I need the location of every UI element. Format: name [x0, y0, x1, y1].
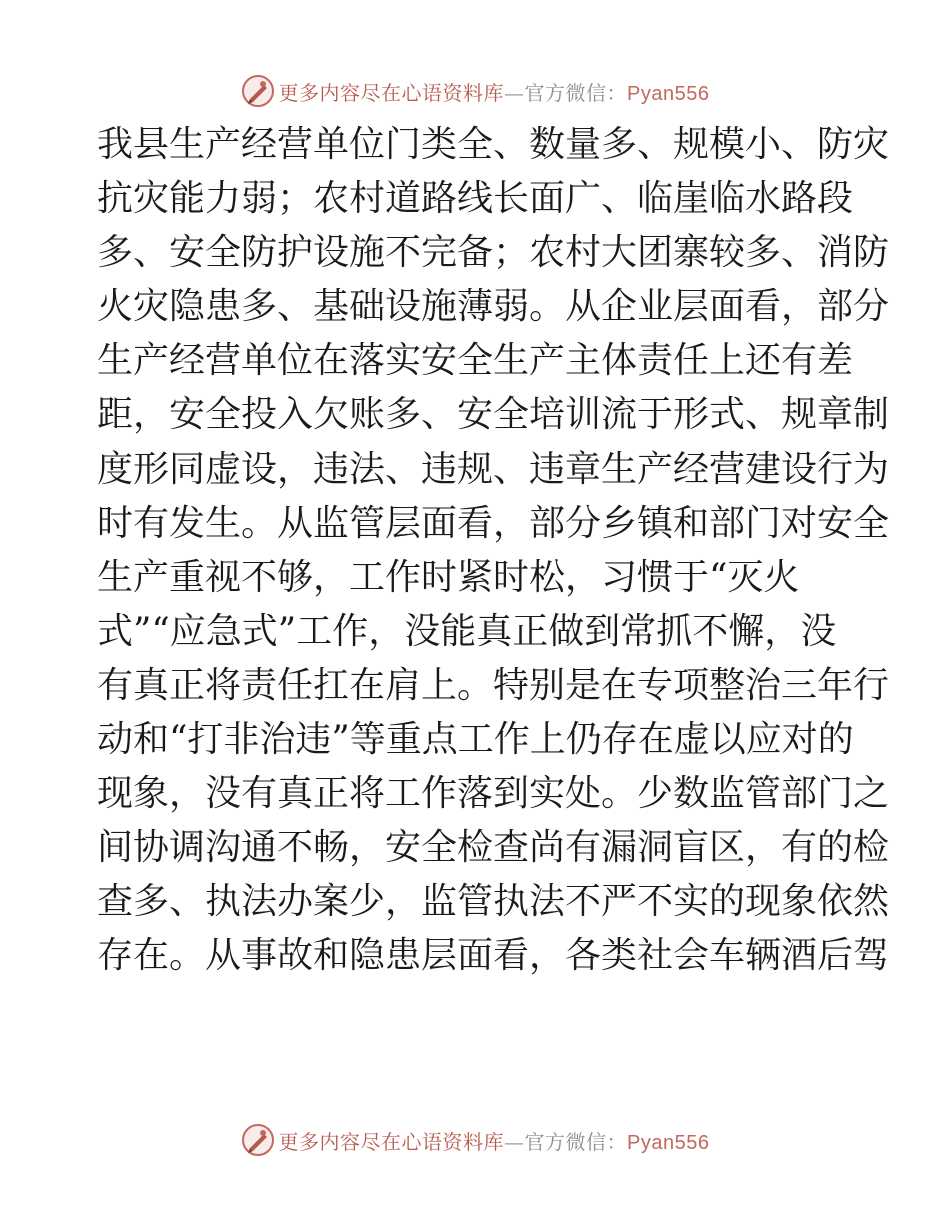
- body-line: 距，安全投入欠账多、安全培训流于形式、规章制: [97, 394, 890, 436]
- banner-wechat: 官方微信：: [524, 1129, 628, 1154]
- body-line: 抗灾能力弱；农村道路线长面广、临崖临水路段: [97, 178, 854, 220]
- body-line: 现象，没有真正将工作落到实处。少数监管部门之: [97, 773, 890, 815]
- header-banner: [0, 71, 950, 111]
- body-line: 存在。从事故和隐患层面看，各类社会车辆酒后驾: [97, 935, 890, 977]
- body-line: 式”“应急式”工作，没能真正做到常抓不懈，没: [97, 610, 837, 652]
- body-line: 查多、执法办案少，监管执法不严不实的现象依然: [97, 881, 890, 923]
- banner-sep: —: [504, 80, 525, 105]
- banner-id: Pyan556: [627, 1131, 710, 1154]
- body-line: 我县生产经营单位门类全、数量多、规模小、防灾: [97, 124, 890, 165]
- banner-main: 更多内容尽在心语资料库: [278, 80, 505, 105]
- footer-banner: [0, 1120, 950, 1160]
- banner-text: [279, 1126, 710, 1155]
- banner-id: Pyan556: [627, 82, 710, 105]
- banner-sep: —: [504, 1129, 525, 1154]
- banner-wechat: 官方微信：: [524, 80, 628, 105]
- document-body: [97, 118, 890, 984]
- banner-text: [279, 77, 710, 106]
- body-line: 火灾隐患多、基础设施薄弱。从企业层面看，部分: [97, 286, 890, 328]
- body-line: 时有发生。从监管层面看，部分乡镇和部门对安全: [97, 502, 890, 544]
- body-line: 度形同虚设，违法、违规、违章生产经营建设行为: [97, 448, 890, 490]
- body-line: 多、安全防护设施不完备；农村大团寨较多、消防: [97, 232, 890, 274]
- banner-main: 更多内容尽在心语资料库: [278, 1129, 505, 1154]
- body-line: 间协调沟通不畅，安全检查尚有漏洞盲区，有的检: [97, 827, 890, 869]
- pen-nib-logo-icon: [241, 1123, 275, 1157]
- body-line: 动和“打非治违”等重点工作上仍存在虚以应对的: [97, 719, 854, 761]
- body-line: 生产重视不够，工作时紧时松，习惯于“灭火: [97, 556, 800, 598]
- body-line: 生产经营单位在落实安全生产主体责任上还有差: [97, 340, 854, 382]
- body-line: 有真正将责任扛在肩上。特别是在专项整治三年行: [97, 664, 890, 706]
- pen-nib-logo-icon: [241, 74, 275, 108]
